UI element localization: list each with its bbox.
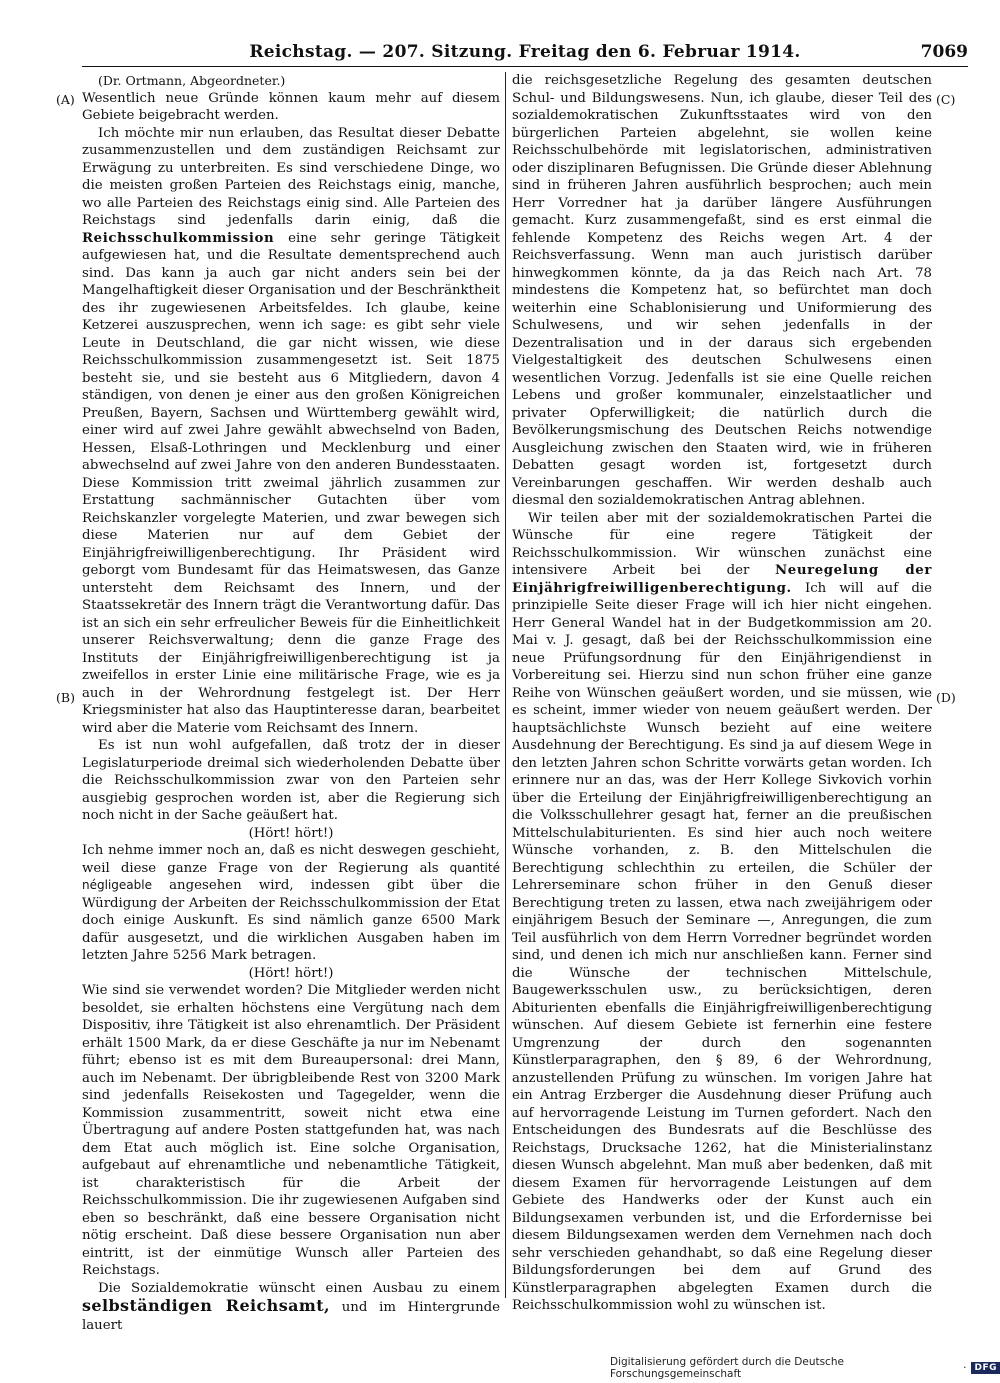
left-column — [82, 72, 500, 1334]
paragraph-text: Die Sozialdemokratie wünscht einen Ausbau zu einem — [98, 1280, 500, 1296]
footer-separator: · — [963, 1362, 967, 1374]
paragraph-text: Ich möchte mir nun erlauben, das Resultat dieser Debatte zusammenzustellen und dem zuständigen Reichsamt zur Erwägung zu unterbreiten. Es sind verschiedene Dinge, wo die meisten großen Parteien des Reichstags einig, manche, wo alle Parteien des Reichstags einig sind. Alle Parteien des Reichstags sind jedenfalls darin einig, daß die — [82, 125, 500, 228]
margin-marker-c: (C) — [936, 92, 956, 107]
paragraph-text: und im Hintergrunde lauert — [82, 1300, 501, 1333]
page-number: 7069 — [920, 42, 968, 62]
dfg-logo-icon: DFG — [971, 1362, 1000, 1374]
emphasis-text: selbständigen Reichsamt, — [82, 1296, 330, 1315]
paragraph-text: Ich nehme immer noch an, daß es nicht deswegen geschieht, weil diese ganze Frage von der Regierung als — [82, 843, 500, 876]
footer-text: Digitalisierung gefördert durch die Deutsche Forschungsgemeinschaft — [610, 1356, 844, 1380]
paragraph-text: Ich will auf die prinzipielle Seite dieser Frage will ich hier nicht eingehen. Herr General Wandel hat in der Budgetkommission am 20. Mai v. J. gesagt, daß bei der Reichsschulkommission eine neue Prüfungsordnung für den Einjährigendienst in Vorbereitung sei. Hierzu sind nun schon früher eine ganze Reihe von Wünschen geäußert worden, und sie müssen, wie es scheint, immer wieder von neuem geäußert werden. Der hauptsächlichste Wunsch bezieht auf eine weitere Ausdehnung der Berechtigung. Es sind ja auf diesem Wege in den letzten Jahren schon Schritte vorwärts getan worden. Ich erinnere nur an das, was der Herr Kollege Sivkovich vorhin über die Erteilung der Einjährigfreiwilligenberechtigung an die Volksschullehrer gesagt hat, ferner an die preußischen Mittelschulabiturienten. Es sind hier auch noch weitere Wünsche vorhanden, z. B. den Mittelschulen die Berechtigung schlechthin zu erteilen, die Schüler der Lehrerseminare schon früher in den Genuß dieser Berechtigung treten zu lassen, etwa nach zweijährigem oder einjährigem Besuch der Seminare —, Anregungen, die zum Teil ausführlich von dem Herrn Vorredner begründet worden sind, und denen ich mich nur anschließen kann. Ferner sind die Wünsche der technischen Mittelschule, Baugewerksschulen usw., zu berücksichtigen, deren Abiturienten ebenfalls die Einjährigfreiwilligenberechtigung wünschen. Auf diesem Gebiete ist fernerhin eine festere Umgrenzung der durch den sogenannten Künstlerparagraphen, den § 89, 6 der Wehrordnung, anzustellenden Prüfung zu wünschen. Im vorigen Jahre hat ein Antrag Erzberger die Ausdehnung dieser Prüfung auch auf hervorragende Leistung im Turnen gefordert. Nach den Entscheidungen des Bundesrats auf die Beschlüsse des Reichstags, Drucksache 1262, hat die Ministerialinstanz diesen Wunsch abgelehnt. Man muß aber bedenken, daß mit diesem Examen für hervorragende Leistungen auf dem Gebiete des Handwerks oder der Kunst auch ein Bildungsexamen verbunden ist, und die Erfordernisse bei diesem Bildungsexamen werden dem Vernehmen nach doch sehr verschieden gehandhabt, so daß eine Regelung dieser Bildungsforderungen bei dem auf Grund des Künstlerparagraphen abgelegten Examen durch die Reichsschulkommission wohl zu wünschen ist. — [512, 580, 932, 1313]
emphasis-text: Reichsschulkommission — [82, 230, 275, 246]
emphasis-text: Neuregelung der Einjährigfreiwilligenberechtigung. — [512, 563, 932, 596]
paragraph — [82, 1280, 500, 1335]
paragraph — [512, 510, 932, 1315]
paragraph-text: eine sehr geringe Tätigkeit aufgewiesen hat, und die Resultate dementsprechend auch sind. Das kann ja auch gar nicht anders sein bei der Mangelhaftigkeit dieser Organisation und der Beschränktheit des ihr zugewiesenen Arbeitsfeldes. Ich glaube, keine Ketzerei auszusprechen, wenn ich sage: es gibt sehr viele Leute in Deutschland, die gar nicht wissen, wie diese Reichsschulkommission zusammengesetzt ist. Seit 1875 besteht sie, und sie besteht aus 6 Mitgliedern, davon 4 ständigen, von denen je einer aus den großen Königreichen Preußen, Bayern, Sachsen und Württemberg gewählt wird, einer wird auf zwei Jahre gewählt abwechselnd von Baden, Hessen, Elsaß-Lothringen und Mecklenburg und einer abwechselnd auf zwei Jahre von den anderen Bundesstaaten. Diese Kommission tritt zweimal jährlich zusammen zur Erstattung sachmännischer Gutachten über vom Reichskanzler vorgelegte Materien, und zwar bewegen sich diese Materien nur auf dem Gebiet der Einjährigfreiwilligenberechtigung. Ihr Präsident wird geborgt vom Bundesamt für das Heimatswesen, das Ganze untersteht dem Reichsamt des Innern, und der Staatssekretär des Innern trägt die Verantwortung dafür. Das ist an sich ein sehr erfreulicher Beweis für die Einheitlichkeit unserer Reichsverwaltung; denn die ganze Frage des Instituts der Einjährigfreiwilligenberechtigung ist ja zweifellos in erster Linie eine militärische Frage, wie es ja auch in der Wehrordnung festgelegt ist. Der Herr Kriegsminister hat also das Hauptinteresse daran, bearbeitet wird aber die Materie vom Reichsamt des Innern. — [82, 230, 501, 736]
margin-marker-a: (A) — [56, 92, 75, 107]
footer-credit — [610, 1356, 1000, 1380]
roman-text: quantité négligeable — [82, 860, 500, 892]
interjection: (Hört! hört!) — [248, 965, 334, 981]
column-divider — [505, 72, 506, 1298]
margin-marker-b: (B) — [56, 690, 75, 705]
paragraph — [82, 125, 500, 738]
running-title: Reichstag. — 207. Sitzung. Freitag den 6. Februar 1914. — [249, 42, 801, 62]
paragraph: Es ist nun wohl aufgefallen, daß trotz der in dieser Legislaturperiode dreimal sich wiederholenden Debatte über die Reichsschulkommission zwar von den Parteien sehr ausgiebig gesprochen worden ist, aber die Regierung sich noch nicht in der Sache geäußert hat. — [82, 738, 500, 823]
paragraph-text: Wir teilen aber mit der sozialdemokratischen Partei die Wünsche für eine regere Tätigkeit der Reichsschulkommission. Wir wünschen zunächst eine intensivere Arbeit bei der — [512, 510, 932, 578]
interjection: (Hört! hört!) — [248, 825, 334, 841]
page-header — [82, 40, 968, 67]
speaker-note: (Dr. Ortmann, Abgeordneter.) — [98, 73, 286, 88]
paragraph: Wesentlich neue Gründe können kaum mehr auf diesem Gebiete beigebracht werden. — [82, 90, 500, 123]
paragraph: die reichsgesetzliche Regelung des gesamten deutschen Schul- und Bildungswesens. Nun, ich glaube, dieser Teil des sozialdemokratischen Zukunftsstaates wird von den bürgerlichen Parteien abgelehnt, sie wollen keine Reichsschulbehörde mit legislatorischen, administrativen oder disziplinaren Befugnissen. Die Gründe dieser Ablehnung sind in früheren Jahren ausführlich besprochen; auch mein Herr Vorredner hat ja darüber längere Ausführungen gemacht. Kurz zusammengefaßt, sind es erst einmal die fehlende Kompetenz des Reichs wegen Art. 4 der Reichsverfassung. Wenn man auch juristisch darüber hinwegkommen könnte, da ja das Reich nach Art. 78 mindestens die Kompetenz hat, so befürchtet man doch weiterhin eine Schablonisierung und Uniformierung des Schulwesens, und wir sehen jedenfalls in der Dezentralisation und in der daraus sich ergebenden Vielgestaltigkeit des deutschen Schulwesens einen wesentlichen Vorzug. Jedenfalls ist sie eine Quelle reichen Lebens und großer kommunaler, einzelstaatlicher und privater Opferwilligkeit; die natürlich durch die Bevölkerungsmischung des Deutschen Reichs notwendige Ausgleichung zwischen den Staaten wird, wie in früheren Debatten gesagt worden ist, fortgesetzt durch Vereinbarungen geschaffen. Wir werden deshalb auch diesmal den sozialdemokratischen Antrag ablehnen. — [512, 73, 932, 508]
paragraph: Wie sind sie verwendet worden? Die Mitglieder werden nicht besoldet, sie erhalten höchstens eine Vergütung nach dem Dispositiv, ihre Tätigkeit ist also ehrenamtlich. Der Präsident erhält 1500 Mark, da er diese Geschäfte ja nur im Nebenamt führt; ebenso ist es mit dem Bureaupersonal: drei Mann, auch im Nebenamt. Der übrigbleibende Rest von 3200 Mark sind jedenfalls Reisekosten und Tagegelder, wenn die Kommission zusammentritt, soweit nicht etwa eine Übertragung auf andere Posten stattgefunden hat, was nach dem Etat auch möglich ist. Eine solche Organisation, aufgebaut auf ehrenamtliche und nebenamtliche Tätigkeit, ist charakteristisch für die Arbeit der Reichsschulkommission. Die ihr zugewiesenen Aufgaben sind eben so beschränkt, daß eine bessere Organisation nicht nötig erscheint. Daß diese bessere Organisation nun aber eintritt, ist der einmütige Wunsch aller Parteien des Reichstags. — [82, 983, 500, 1278]
margin-marker-d: (D) — [936, 690, 956, 705]
right-column — [512, 72, 932, 1315]
paragraph-text: angesehen wird, indessen gibt über die Würdigung der Arbeiten der Reichsschulkommission der Etat doch einige Auskunft. Es sind nämlich ganze 6500 Mark dafür ausgesetzt, und die wirklichen Ausgaben haben im letzten Jahre 5256 Mark betragen. — [82, 878, 500, 963]
paragraph — [82, 842, 500, 965]
